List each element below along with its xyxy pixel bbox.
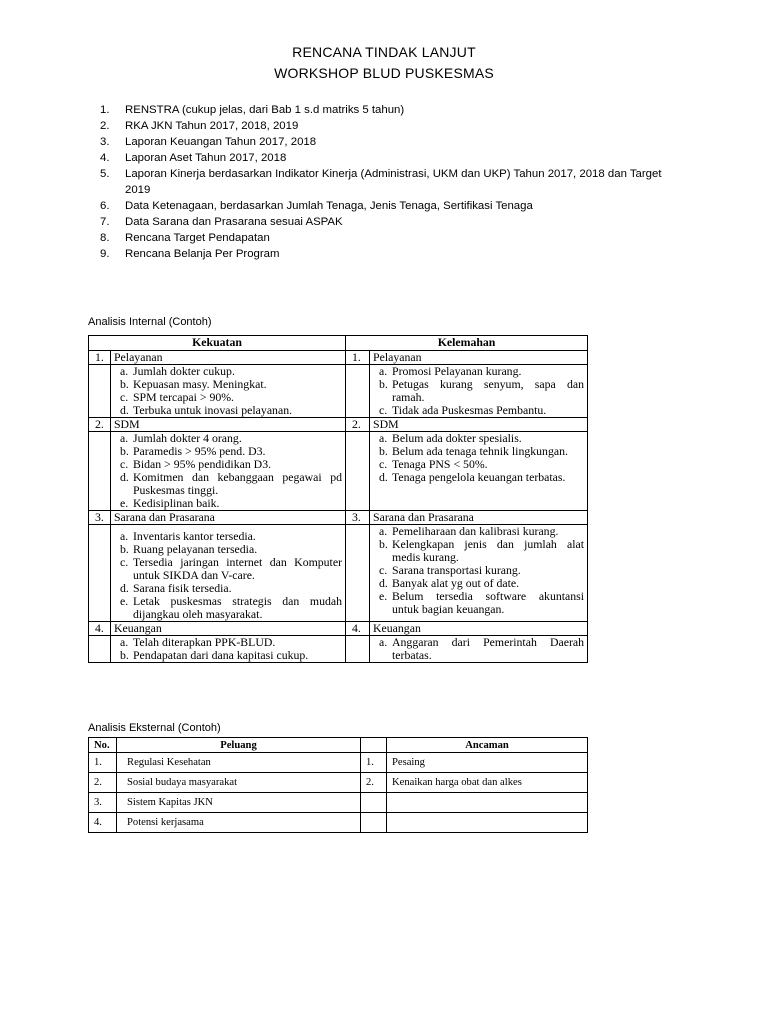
external-analysis-table xyxy=(88,737,588,833)
header-strength: Kekuatan xyxy=(89,336,346,351)
list-item: 3. Laporan Keuangan Tahun 2017, 2018 xyxy=(100,136,317,148)
table-row: 4. Potensi kerjasama xyxy=(89,813,588,833)
header-no: No. xyxy=(89,738,117,753)
list-item: 7. Data Sarana dan Prasarana sesuai ASPAK xyxy=(100,216,343,228)
document-title-line2: WORKSHOP BLUD PUSKESMAS xyxy=(274,65,494,81)
table-row: a. Telah diterapkan PPK-BLUD. b. Pendapatan dari dana kapitasi cukup. a. Anggaran dari Pemerintah Daerah terbatas. xyxy=(89,636,588,663)
internal-analysis-label: Analisis Internal (Contoh) xyxy=(88,316,212,328)
table-row: a. Inventaris kantor tersedia. b. Ruang pelayanan tersedia. c. Tersedia jaringan internet dan Komputer untuk SIKDA dan V-care. d. Sarana fisik tersedia. e. Letak puskesmas strategis dan mudah dijangkau oleh masyarakat. a. Pemeliharaan dan kalibrasi kurang. b. Kelengkapan jenis dan jumlah alat medis kurang. c. Sarana transportasi kurang. d. Banyak alat yg out of date. e. Belum tersedia software akuntansi untuk bagian keuangan. xyxy=(89,525,588,622)
list-item: 6. Data Ketenagaan, berdasarkan Jumlah Tenaga, Jenis Tenaga, Sertifikasi Tenaga xyxy=(100,200,533,212)
list-item: 8. Rencana Target Pendapatan xyxy=(100,232,270,244)
list-item: 1. RENSTRA (cukup jelas, dari Bab 1 s.d matriks 5 tahun) xyxy=(100,104,405,116)
external-analysis-label: Analisis Eksternal (Contoh) xyxy=(88,722,221,734)
table-row: 2. Sosial budaya masyarakat 2. Kenaikan harga obat dan alkes xyxy=(89,773,588,793)
table-row: 4. Keuangan 4. Keuangan xyxy=(89,622,588,636)
header-opportunity: Peluang xyxy=(117,738,361,753)
list-item: 2. RKA JKN Tahun 2017, 2018, 2019 xyxy=(100,120,299,132)
table-row: 3. Sistem Kapitas JKN xyxy=(89,793,588,813)
table-row: 2. SDM 2. SDM xyxy=(89,418,588,432)
internal-analysis-table xyxy=(88,335,588,663)
list-item: 5. Laporan Kinerja berdasarkan Indikator Kinerja (Administrasi, UKM dan UKP) Tahun 2017, 2018 dan Target 2019 xyxy=(100,168,662,196)
table-header-row xyxy=(89,738,588,753)
table-row: 1. Pelayanan 1. Pelayanan xyxy=(89,351,588,365)
header-weakness: Kelemahan xyxy=(346,336,588,351)
table-row: a. Jumlah dokter 4 orang. b. Paramedis > 95% pend. D3. c. Bidan > 95% pendidikan D3. d. Komitmen dan kebanggaan pegawai pd Puskesmas tinggi. e. Kedisiplinan baik. a. Belum ada dokter spesialis. b. Belum ada tenaga tehnik lingkungan. c. Tenaga PNS < 50%. d. Tenaga pengelola keuangan terbatas. xyxy=(89,432,588,511)
table-row: 1. Regulasi Kesehatan 1. Pesaing xyxy=(89,753,588,773)
list-item: 9. Rencana Belanja Per Program xyxy=(100,248,280,260)
header-threat: Ancaman xyxy=(387,738,588,753)
table-header-row xyxy=(89,336,588,351)
table-row: a. Jumlah dokter cukup. b. Kepuasan masy. Meningkat. c. SPM tercapai > 90%. d. Terbuka untuk inovasi pelayanan. a. Promosi Pelayanan kurang. b. Petugas kurang senyum, sapa dan ramah. c. Tidak ada Puskesmas Pembantu. xyxy=(89,365,588,418)
document-title-line1: RENCANA TINDAK LANJUT xyxy=(292,44,476,60)
list-item: 4. Laporan Aset Tahun 2017, 2018 xyxy=(100,152,287,164)
requirements-list xyxy=(100,102,680,262)
table-row: 3. Sarana dan Prasarana 3. Sarana dan Prasarana xyxy=(89,511,588,525)
